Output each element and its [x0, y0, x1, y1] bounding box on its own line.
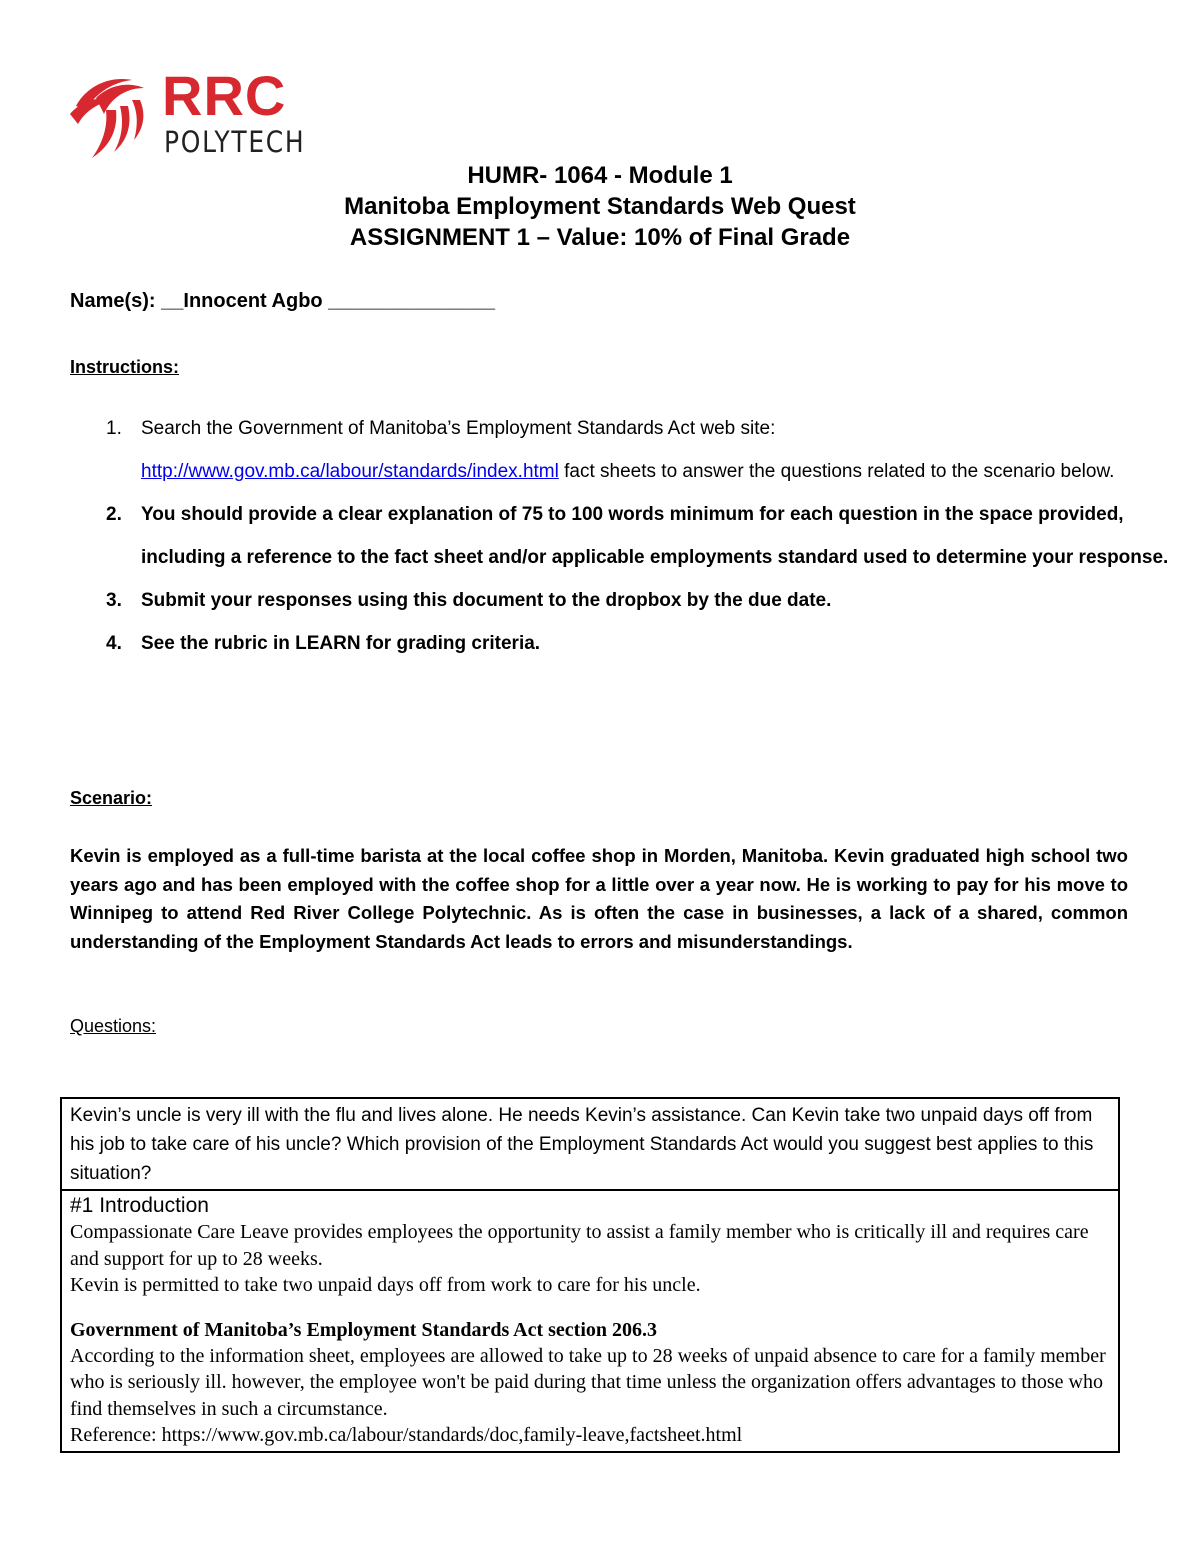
names-line [70, 290, 495, 313]
logo-subtitle: POLYTECH [164, 125, 306, 159]
answer-paragraph: Compassionate Care Leave provides employees the opportunity to assist a family member who is critically ill and requires care and support for up to 28 weeks. [70, 1221, 1089, 1270]
answer-section-heading: Government of Manitoba’s Employment Standards Act section 206.3 [70, 1318, 658, 1341]
instruction-number: 3. [106, 590, 122, 611]
question-1-table [60, 1097, 1120, 1453]
employment-standards-link[interactable]: http://www.gov.mb.ca/labour/standards/index.html [141, 461, 559, 482]
title-line-3: ASSIGNMENT 1 – Value: 10% of Final Grade [349, 224, 851, 251]
questions-heading: Questions: [70, 1016, 157, 1036]
title-line-2: Manitoba Employment Standards Web Quest [344, 193, 856, 220]
instruction-number: 2. [106, 504, 122, 525]
instruction-item [70, 579, 1180, 622]
instruction-item [70, 407, 1180, 493]
names-value: __Innocent Agbo _______________ [161, 290, 496, 312]
instruction-text: Search the Government of Manitoba’s Employment Standards Act web site: [141, 418, 776, 439]
instruction-text: See the rubric in LEARN for grading criteria. [141, 633, 541, 654]
names-label: Name(s): [70, 290, 156, 312]
instruction-text: You should provide a clear explanation of 75 to 100 words minimum for each question in the space provided, including a reference to the fact sheet and/or applicable employments standard used to determine your response. [141, 504, 1169, 568]
document-title [0, 160, 1200, 253]
instruction-item [70, 493, 1180, 579]
instruction-text-cont: fact sheets to answer the questions related to the scenario below. [558, 461, 1115, 482]
scenario-heading: Scenario: [70, 788, 153, 808]
instructions-heading: Instructions: [70, 357, 180, 377]
question-1-prompt: Kevin’s uncle is very ill with the flu and lives alone. He needs Kevin’s assistance. Can Kevin take two unpaid days off from his job to take care of his uncle? Which provision of the Employment Standards Act would you suggest best applies to this situation? [70, 1105, 1094, 1184]
rrc-polytech-logo [66, 64, 306, 160]
question-1-answer[interactable] [62, 1189, 1118, 1451]
instruction-number: 1. [106, 418, 122, 439]
rrc-swoosh-icon [66, 70, 158, 162]
logo-wordmark: RRC [162, 64, 287, 127]
instruction-text: Submit your responses using this document to the dropbox by the due date. [141, 590, 832, 611]
instruction-item [70, 622, 1180, 665]
instructions-list [70, 407, 1180, 665]
answer-paragraph: According to the information sheet, employees are allowed to take up to 28 weeks of unpaid absence to care for a family member who is seriously ill. however, the employee won't be paid during that time unless the organization offers advantages to those who find themselves in such a circumstance. [70, 1344, 1106, 1420]
answer-paragraph: Kevin is permitted to take two unpaid days off from work to care for his uncle. [70, 1274, 701, 1296]
answer-heading: #1 Introduction [70, 1194, 209, 1217]
answer-reference: Reference: https://www.gov.mb.ca/labour/standards/doc,family-leave,factsheet.html [70, 1424, 743, 1446]
title-line-1: HUMR- 1064 - Module 1 [467, 162, 733, 189]
scenario-text: Kevin is employed as a full-time barista at the local coffee shop in Morden, Manitoba. Kevin graduated high school two years ago and has been employed with the coffee shop for a little over a year now. He is working to pay for his move to Winnipeg to attend Red River College Polytechnic. As is often the case in businesses, a lack of a shared, common understanding of the Employment Standards Act leads to errors and misunderstandings. [70, 845, 1128, 952]
instruction-number: 4. [106, 633, 122, 654]
